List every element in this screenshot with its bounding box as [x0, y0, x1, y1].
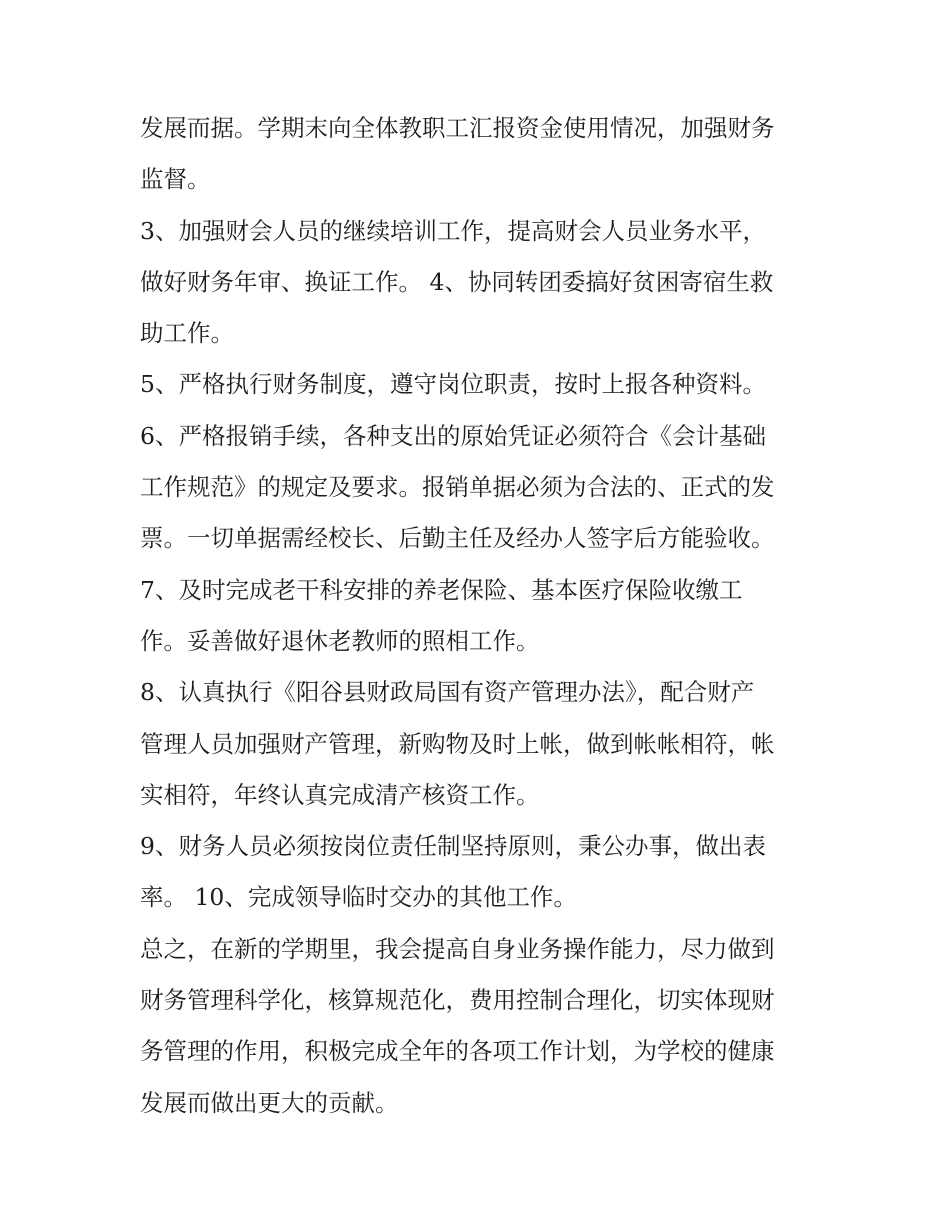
- text-line-9: 票。一切单据需经校长、后勤主任及经办人签字后方能验收。: [140, 524, 775, 553]
- text-line-12: 8、认真执行《阳谷县财政局国有资产管理办法》，配合财产: [140, 678, 755, 707]
- text-line-14: 实相符，年终认真完成清产核资工作。: [140, 780, 540, 809]
- text-line-8: 工作规范》的规定及要求。报销单据必须为合法的、正式的发: [140, 473, 775, 502]
- text-line-13: 管理人员加强财产管理，新购物及时上帐，做到帐帐相符，帐: [140, 729, 775, 758]
- text-line-4: 做好财务年审、换证工作。 4、协同转团委搞好贫困寄宿生救: [140, 267, 774, 296]
- text-line-7: 6、严格报销手续，各种支出的原始凭证必须符合《会计基础: [140, 421, 766, 450]
- text-line-11: 作。妥善做好退休老教师的照相工作。: [140, 626, 540, 655]
- text-line-3: 3、加强财会人员的继续培训工作，提高财会人员业务水平，: [140, 216, 766, 245]
- text-line-5: 助工作。: [140, 319, 234, 348]
- text-line-1: 发展而据。学期末向全体教职工汇报资金使用情况，加强财务: [140, 114, 775, 142]
- text-line-10: 7、及时完成老干科安排的养老保险、基本医疗保险收缴工: [140, 575, 743, 604]
- text-line-17: 总之，在新的学期里，我会提高自身业务操作能力，尽力做到: [140, 934, 775, 963]
- text-line-2: 监督。: [140, 165, 211, 194]
- text-line-15: 9、财务人员必须按岗位责任制坚持原则，秉公办事，做出表: [140, 832, 766, 861]
- text-line-16: 率。 10、完成领导临时交办的其他工作。: [140, 883, 577, 912]
- text-line-20: 发展而做出更大的贡献。: [140, 1088, 399, 1117]
- document-body: [140, 103, 830, 1129]
- text-line-18: 财务管理科学化，核算规范化，费用控制合理化，切实体现财: [140, 986, 775, 1015]
- text-line-19: 务管理的作用，积极完成全年的各项工作计划，为学校的健康: [140, 1037, 775, 1066]
- text-line-6: 5、严格执行财务制度，遵守岗位职责，按时上报各种资料。: [140, 370, 766, 399]
